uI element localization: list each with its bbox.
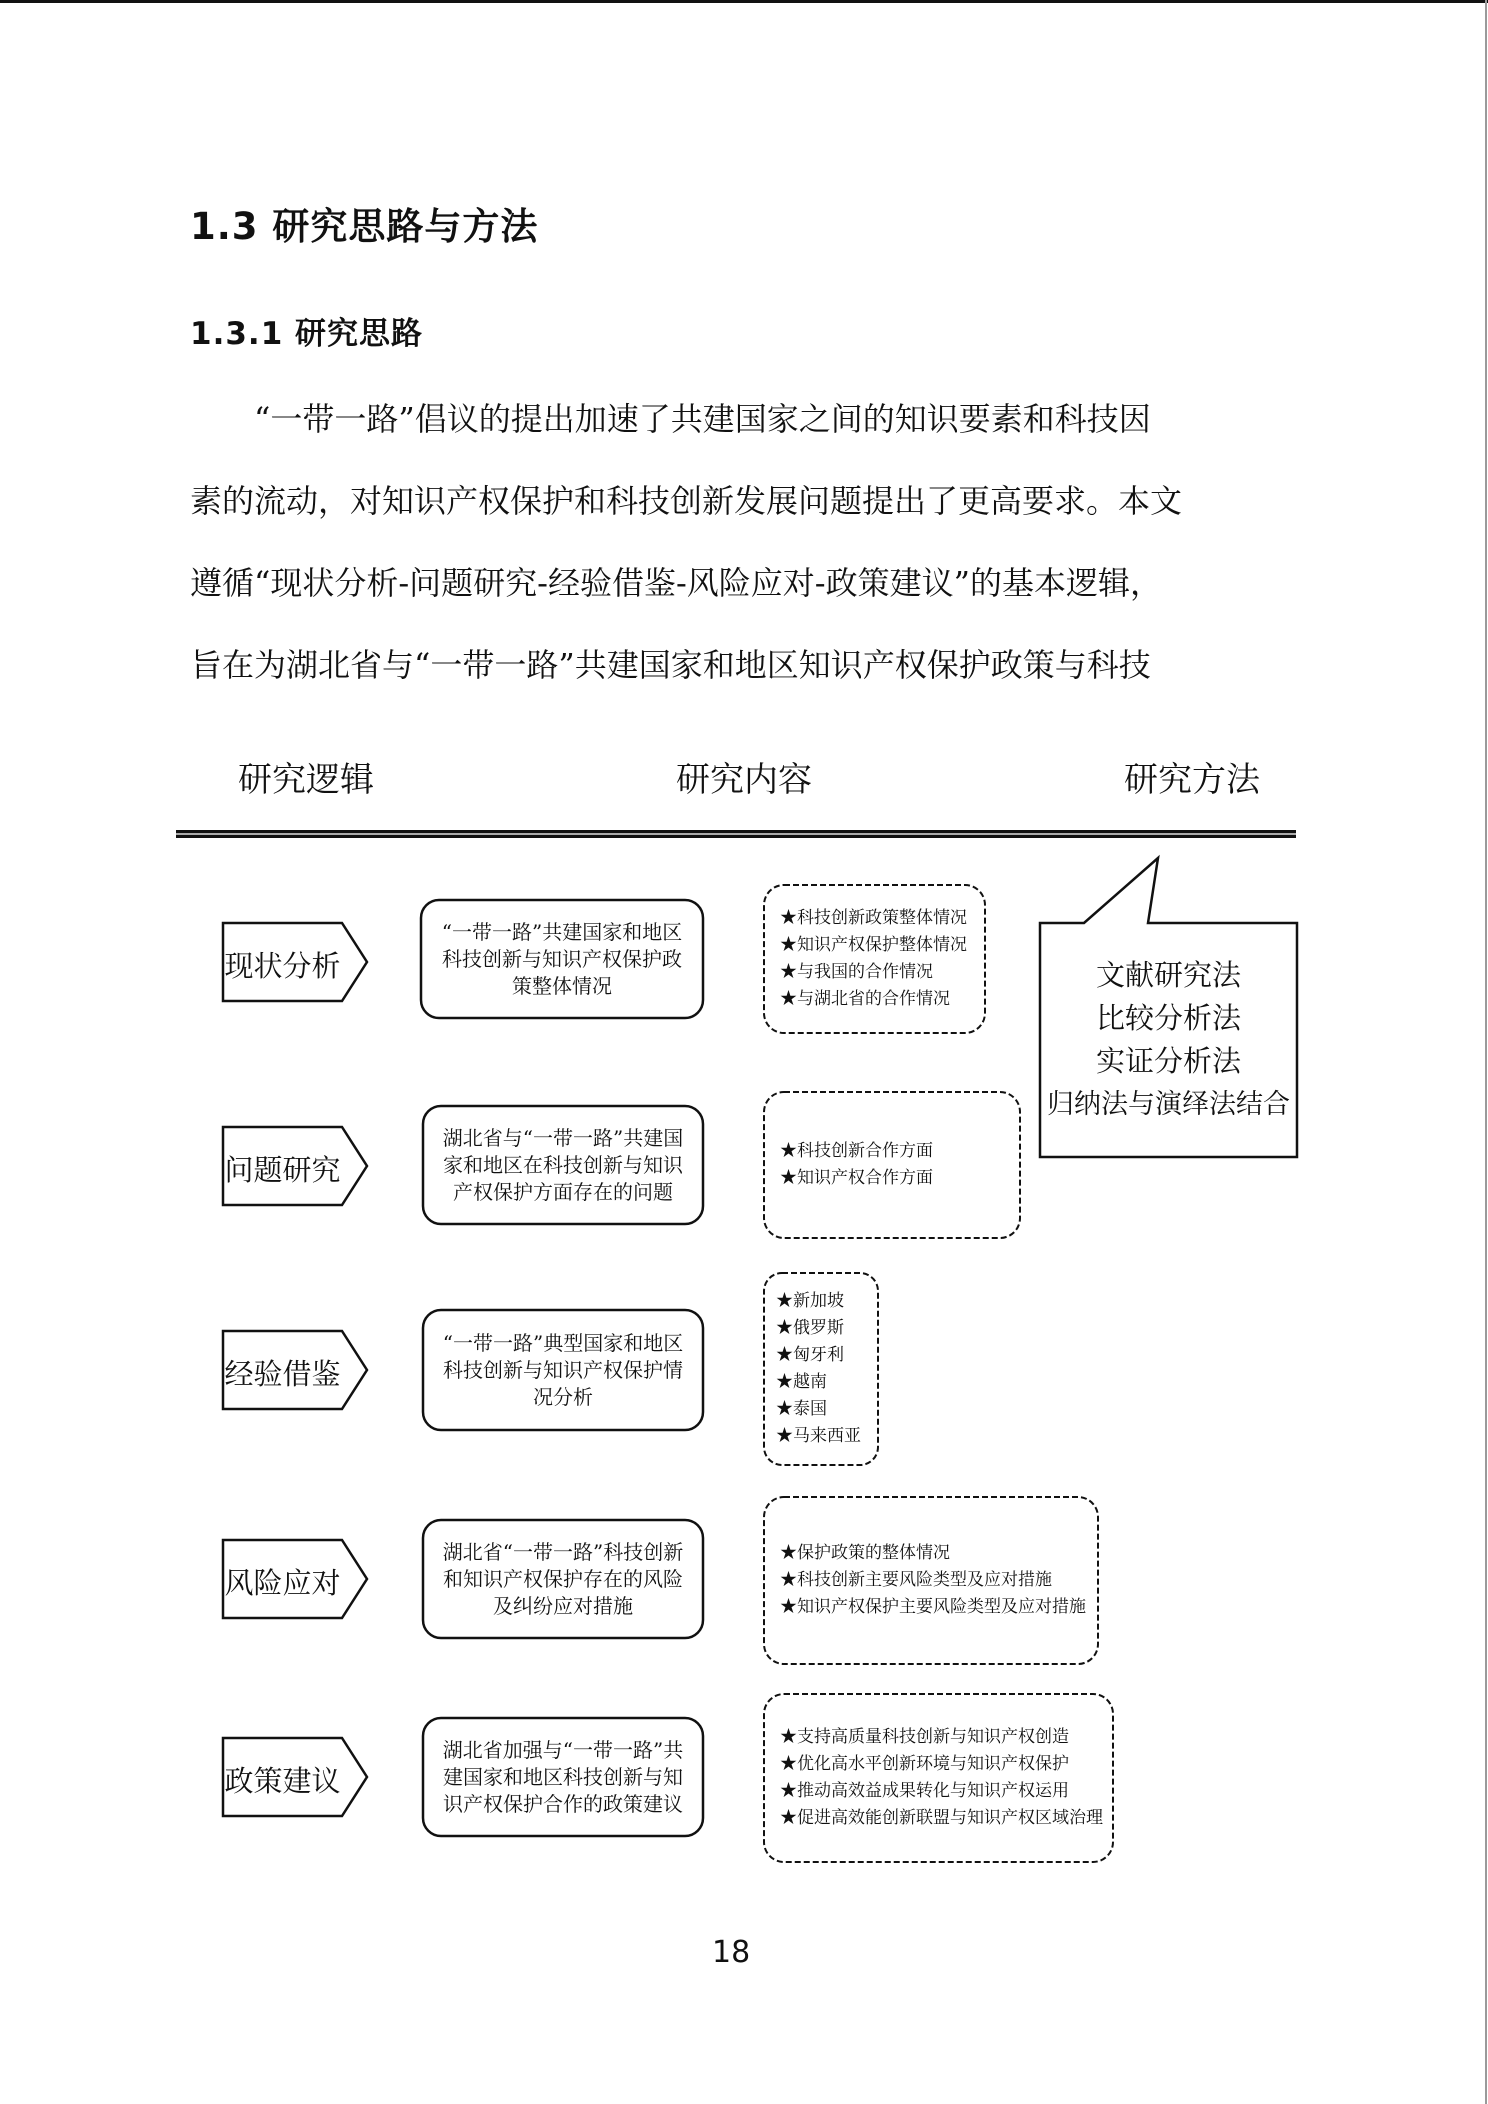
content-box: “一带一路”共建国家和地区科技创新与知识产权保护政策整体情况 xyxy=(421,900,703,1018)
list-item: ★保护政策的整体情况 xyxy=(780,1540,1098,1567)
content-item-list xyxy=(764,1092,1020,1238)
list-item: ★俄罗斯 xyxy=(776,1315,878,1342)
content-item-list xyxy=(764,1694,1113,1862)
content-box: 湖北省与“一带一路”共建国家和地区在科技创新与知识产权保护方面存在的问题 xyxy=(423,1106,703,1224)
logic-step-problem-research: 问题研究 xyxy=(223,1148,342,1189)
diagram-header-content: 研究内容 xyxy=(676,752,812,801)
content-item-list xyxy=(764,1273,878,1465)
list-item: ★知识产权合作方面 xyxy=(780,1165,1020,1192)
list-item: ★科技创新政策整体情况 xyxy=(780,905,985,932)
list-item: ★马来西亚 xyxy=(776,1423,878,1450)
method-item: 实证分析法 xyxy=(1040,1040,1297,1083)
paragraph-line: 遵循“现状分析-问题研究-经验借鉴-风险应对-政策建议”的基本逻辑， xyxy=(190,542,1300,624)
list-item: ★科技创新合作方面 xyxy=(780,1138,1020,1165)
list-item: ★知识产权保护整体情况 xyxy=(780,932,985,959)
paragraph-line: “一带一路”倡议的提出加速了共建国家之间的知识要素和科技因 xyxy=(190,378,1300,460)
method-item: 文献研究法 xyxy=(1040,954,1297,997)
logic-step-status-analysis: 现状分析 xyxy=(223,944,342,985)
section-heading: 1.3 研究思路与方法 xyxy=(190,196,538,250)
paragraph-line: 素的流动，对知识产权保护和科技创新发展问题提出了更高要求。本文 xyxy=(190,460,1300,542)
list-item: ★新加坡 xyxy=(776,1288,878,1315)
list-item: ★泰国 xyxy=(776,1396,878,1423)
logic-step-experience: 经验借鉴 xyxy=(223,1352,342,1393)
page-number: 18 xyxy=(712,1935,750,1970)
content-item-list xyxy=(764,885,985,1033)
content-item-list xyxy=(764,1497,1098,1664)
diagram-header-logic: 研究逻辑 xyxy=(238,752,374,801)
method-callout xyxy=(1040,923,1297,1157)
logic-step-policy: 政策建议 xyxy=(223,1759,342,1800)
content-box: 湖北省加强与“一带一路”共建国家和地区科技创新与知识产权保护合作的政策建议 xyxy=(423,1718,703,1836)
list-item: ★越南 xyxy=(776,1369,878,1396)
list-item: ★与湖北省的合作情况 xyxy=(780,986,985,1013)
list-item: ★支持高质量科技创新与知识产权创造 xyxy=(780,1724,1113,1751)
paragraph-line: 旨在为湖北省与“一带一路”共建国家和地区知识产权保护政策与科技 xyxy=(190,624,1300,706)
logic-step-risk-response: 风险应对 xyxy=(223,1561,342,1602)
subsection-heading: 1.3.1 研究思路 xyxy=(190,308,423,353)
method-item: 比较分析法 xyxy=(1040,997,1297,1040)
list-item: ★优化高水平创新环境与知识产权保护 xyxy=(780,1751,1113,1778)
list-item: ★匈牙利 xyxy=(776,1342,878,1369)
list-item: ★知识产权保护主要风险类型及应对措施 xyxy=(780,1594,1098,1621)
list-item: ★科技创新主要风险类型及应对措施 xyxy=(780,1567,1098,1594)
list-item: ★促进高效能创新联盟与知识产权区域治理 xyxy=(780,1805,1113,1832)
content-box: “一带一路”典型国家和地区科技创新与知识产权保护情况分析 xyxy=(423,1310,703,1430)
list-item: ★与我国的合作情况 xyxy=(780,959,985,986)
content-box: 湖北省“一带一路”科技创新和知识产权保护存在的风险及纠纷应对措施 xyxy=(423,1520,703,1638)
method-item: 归纳法与演绎法结合 xyxy=(1040,1083,1297,1126)
diagram-header-method: 研究方法 xyxy=(1124,752,1260,801)
list-item: ★推动高效益成果转化与知识产权运用 xyxy=(780,1778,1113,1805)
